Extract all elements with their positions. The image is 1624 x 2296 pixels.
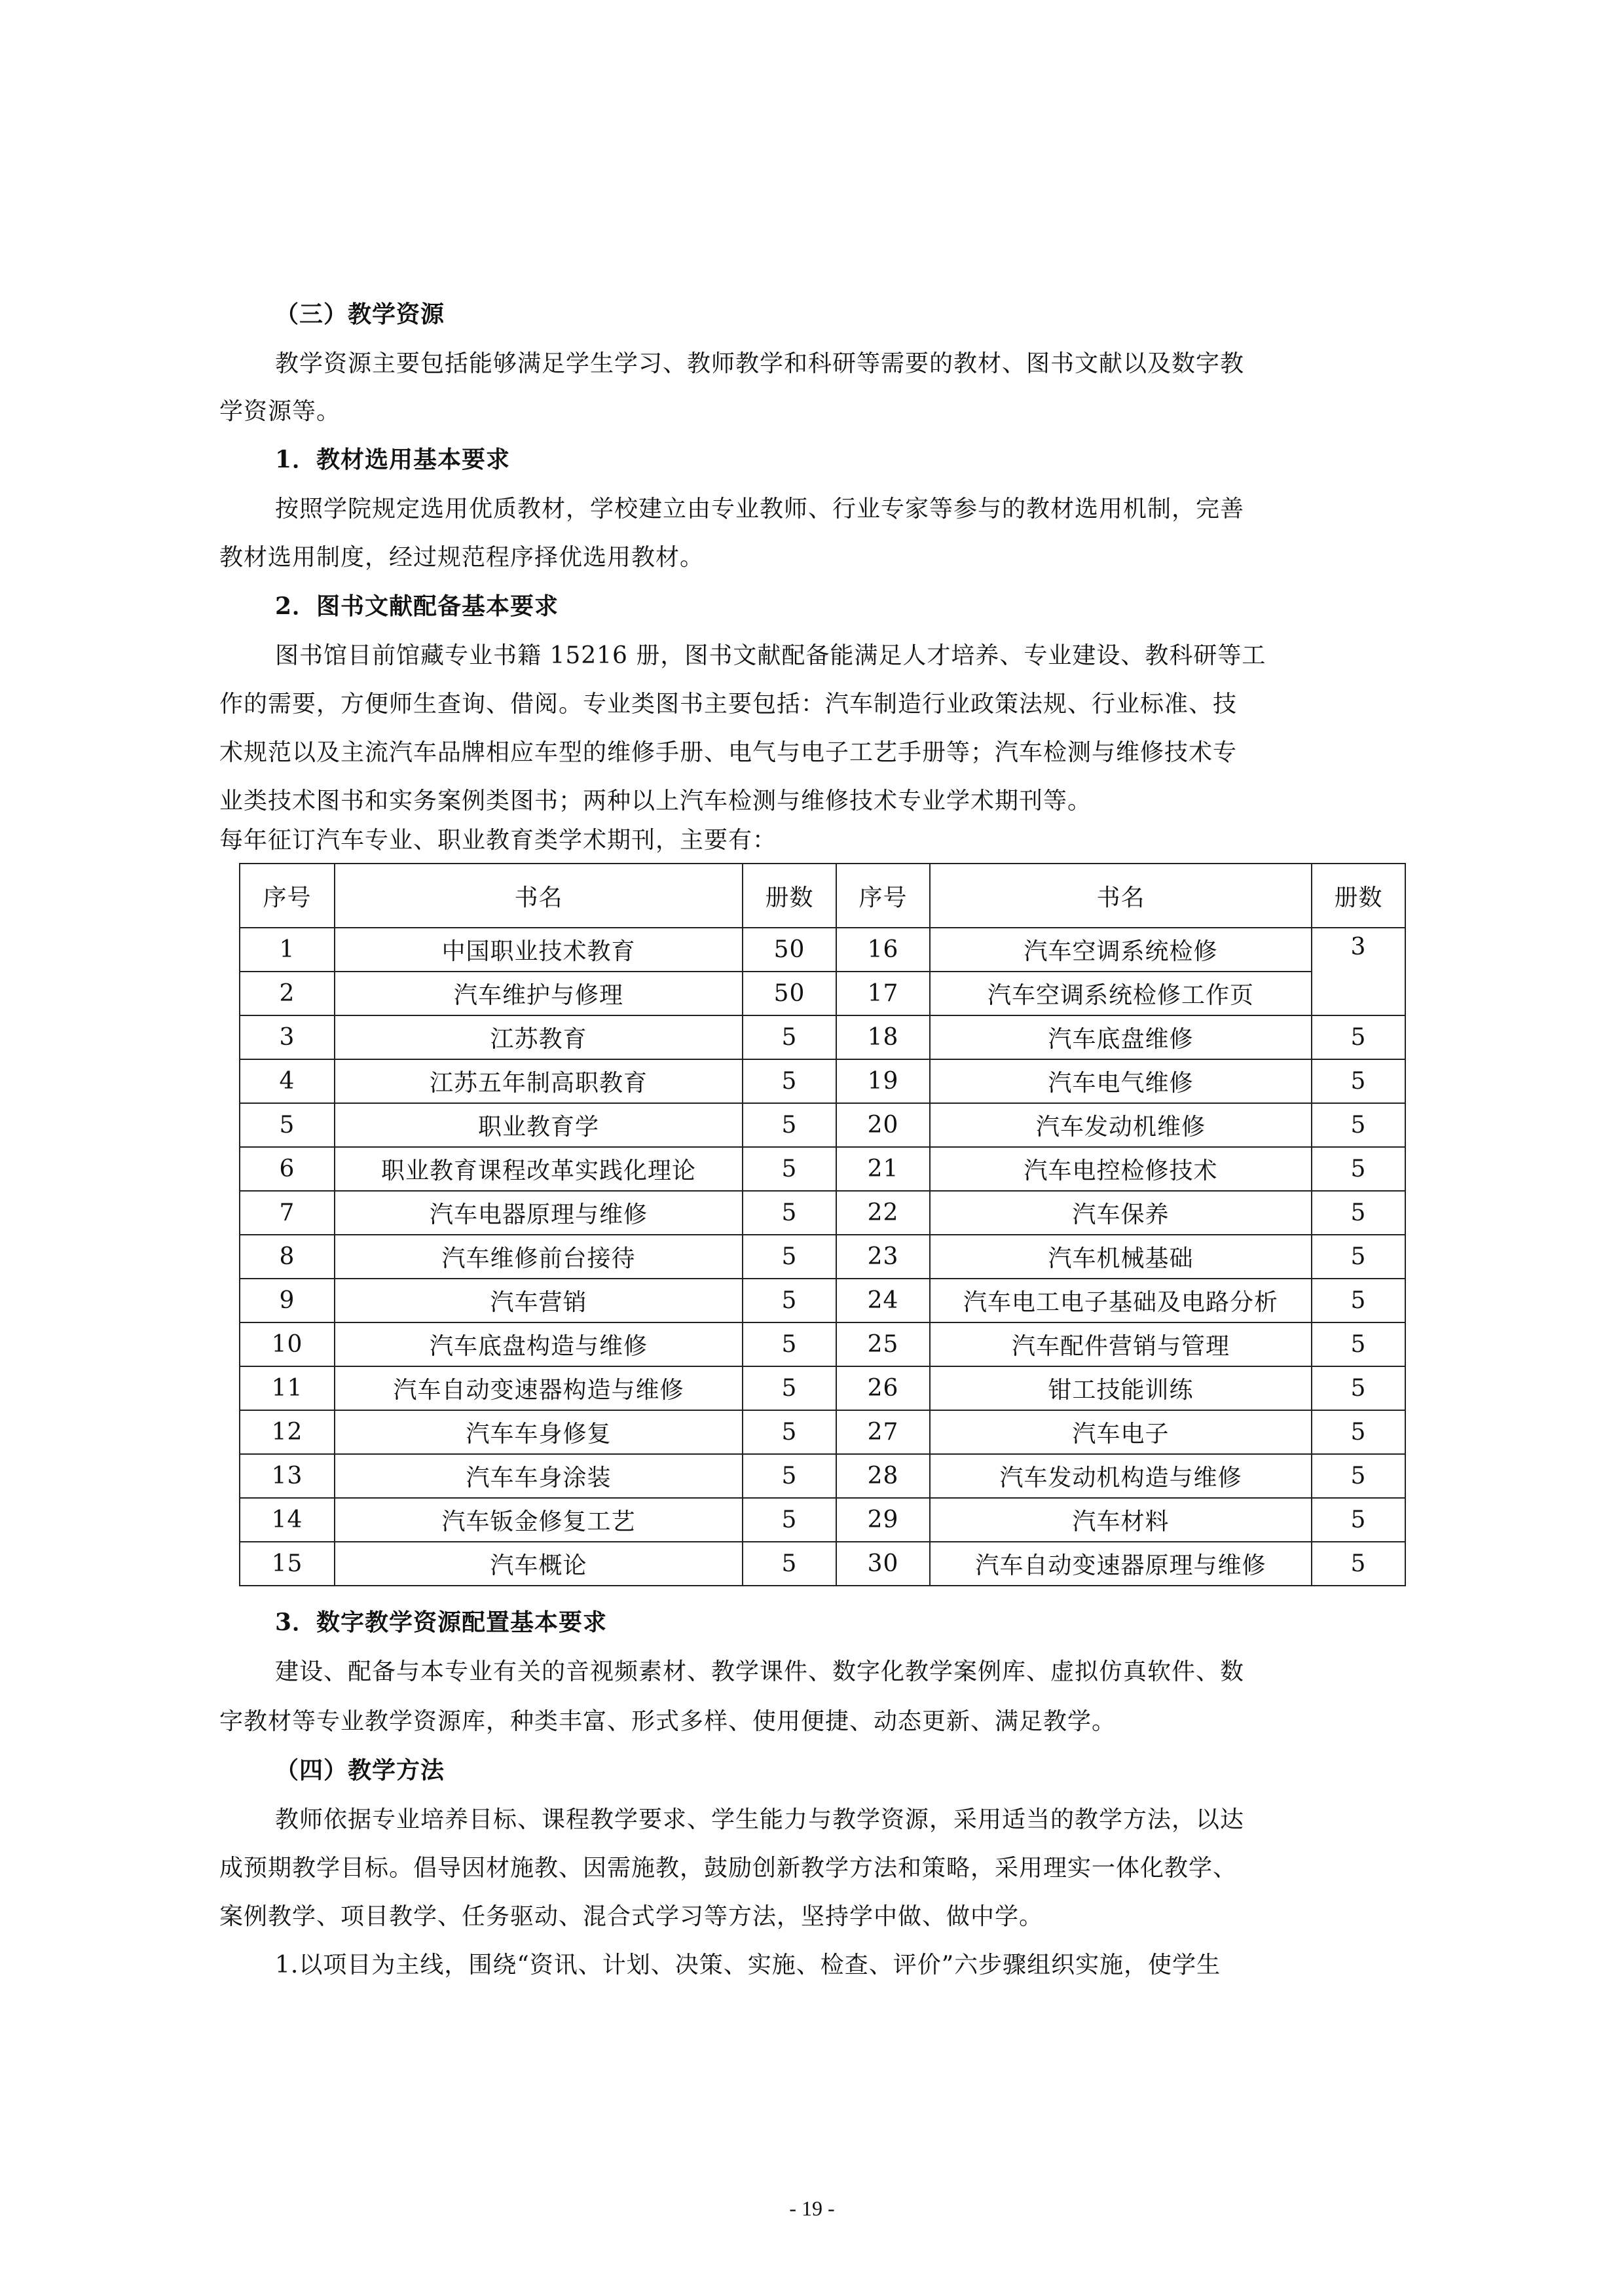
cell-copies: 5 (743, 1410, 836, 1454)
header-serial-no: 序号 (240, 864, 335, 928)
cell-serial-no: 25 (836, 1322, 930, 1366)
paragraph-line: 作的需要，方便师生查询、借阅。专业类图书主要包括：汽车制造行业政策法规、行业标准、技 (219, 691, 1238, 718)
table-row (240, 1498, 1405, 1542)
cell-copies: 5 (743, 1147, 836, 1191)
table-row (240, 1454, 1405, 1498)
cell-serial-no: 3 (240, 1015, 335, 1059)
cell-serial-no: 1 (240, 928, 335, 972)
cell-copies: 5 (743, 1366, 836, 1410)
cell-copies: 5 (743, 1322, 836, 1366)
cell-book-title: 汽车底盘构造与维修 (335, 1322, 743, 1366)
cell-copies: 5 (1312, 1191, 1405, 1235)
paragraph-line: 按照学院规定选用优质教材，学校建立由专业教师、行业专家等参与的教材选用机制，完善 (275, 496, 1245, 522)
table-row (240, 1191, 1405, 1235)
table-row (240, 1103, 1405, 1147)
cell-copies: 5 (1312, 1059, 1405, 1103)
paragraph-line: 教学资源主要包括能够满足学生学习、教师教学和科研等需要的教材、图书文献以及数字教 (275, 350, 1245, 377)
cell-book-title: 职业教育学 (335, 1103, 743, 1147)
cell-book-title: 钳工技能训练 (930, 1366, 1312, 1410)
cell-copies: 5 (1312, 1410, 1405, 1454)
cell-copies: 5 (1312, 1454, 1405, 1498)
table-row (240, 928, 1405, 972)
cell-serial-no: 23 (836, 1235, 930, 1279)
cell-copies: 5 (743, 1498, 836, 1542)
cell-serial-no: 2 (240, 972, 335, 1015)
cell-book-title: 汽车底盘维修 (930, 1015, 1312, 1059)
cell-book-title: 汽车自动变速器构造与维修 (335, 1366, 743, 1410)
cell-copies-merged: 3 (1312, 928, 1405, 1015)
cell-serial-no: 9 (240, 1279, 335, 1322)
cell-copies: 5 (743, 1542, 836, 1586)
cell-serial-no: 6 (240, 1147, 335, 1191)
table-row (240, 972, 1405, 1015)
section-heading-teaching-resources: （三）教学资源 (275, 301, 445, 328)
subsection-heading-library-resources: 2．图书文献配备基本要求 (275, 592, 559, 620)
cell-book-title: 汽车空调系统检修 (930, 928, 1312, 972)
cell-serial-no: 28 (836, 1454, 930, 1498)
paragraph-line: 学资源等。 (219, 398, 341, 425)
cell-serial-no: 8 (240, 1235, 335, 1279)
paragraph-line: 业类技术图书和实务案例类图书；两种以上汽车检测与维修技术专业学术期刊等。 (219, 788, 1092, 814)
cell-copies: 5 (743, 1103, 836, 1147)
cell-serial-no: 21 (836, 1147, 930, 1191)
paragraph-line: 成预期教学目标。倡导因材施教、因需施教，鼓励创新教学方法和策略，采用理实一体化教学、 (219, 1855, 1238, 1882)
cell-copies: 5 (1312, 1015, 1405, 1059)
page-number: - 19 - (789, 2196, 835, 2220)
table-row (240, 1147, 1405, 1191)
cell-copies: 5 (743, 1015, 836, 1059)
cell-book-title: 汽车维修前台接待 (335, 1235, 743, 1279)
paragraph-line: 1.以项目为主线，围绕“资讯、计划、决策、实施、检查、评价”六步骤组织实施，使学生 (275, 1952, 1221, 1978)
paragraph-line: 案例教学、项目教学、任务驱动、混合式学习等方法，坚持学中做、做中学。 (219, 1903, 1044, 1930)
cell-copies: 5 (1312, 1322, 1405, 1366)
table-header-row (240, 864, 1405, 928)
cell-book-title: 职业教育课程改革实践化理论 (335, 1147, 743, 1191)
cell-copies: 5 (743, 1279, 836, 1322)
cell-serial-no: 16 (836, 928, 930, 972)
cell-book-title: 汽车发动机维修 (930, 1103, 1312, 1147)
cell-serial-no: 19 (836, 1059, 930, 1103)
table-row (240, 1059, 1405, 1103)
section-heading-teaching-methods: （四）教学方法 (275, 1757, 445, 1784)
cell-copies: 5 (1312, 1279, 1405, 1322)
cell-book-title: 汽车自动变速器原理与维修 (930, 1542, 1312, 1586)
paragraph-line: 字教材等专业教学资源库，种类丰富、形式多样、使用便捷、动态更新、满足教学。 (219, 1708, 1116, 1735)
cell-copies: 5 (743, 1191, 836, 1235)
cell-book-title: 江苏五年制高职教育 (335, 1059, 743, 1103)
header-copies: 册数 (743, 864, 836, 928)
table-row (240, 1279, 1405, 1322)
cell-serial-no: 10 (240, 1322, 335, 1366)
cell-copies: 5 (743, 1235, 836, 1279)
header-book-title: 书名 (335, 864, 743, 928)
cell-serial-no: 17 (836, 972, 930, 1015)
cell-serial-no: 18 (836, 1015, 930, 1059)
cell-book-title: 汽车营销 (335, 1279, 743, 1322)
cell-book-title: 汽车电子 (930, 1410, 1312, 1454)
cell-book-title: 中国职业技术教育 (335, 928, 743, 972)
cell-book-title: 汽车材料 (930, 1498, 1312, 1542)
cell-copies: 5 (1312, 1103, 1405, 1147)
paragraph-line: 图书馆目前馆藏专业书籍 15216 册，图书文献配备能满足人才培养、专业建设、教科研等工 (275, 642, 1266, 669)
cell-serial-no: 13 (240, 1454, 335, 1498)
cell-copies: 5 (1312, 1366, 1405, 1410)
cell-serial-no: 4 (240, 1059, 335, 1103)
cell-book-title: 汽车车身涂装 (335, 1454, 743, 1498)
cell-serial-no: 7 (240, 1191, 335, 1235)
cell-book-title: 汽车概论 (335, 1542, 743, 1586)
table-row (240, 1366, 1405, 1410)
subsection-heading-textbook-selection: 1．教材选用基本要求 (275, 446, 511, 473)
header-serial-no: 序号 (836, 864, 930, 928)
cell-book-title: 汽车电工电子基础及电路分析 (930, 1279, 1312, 1322)
cell-copies: 5 (1312, 1498, 1405, 1542)
header-copies: 册数 (1312, 864, 1405, 928)
cell-serial-no: 27 (836, 1410, 930, 1454)
journal-subscription-table (239, 863, 1406, 1586)
cell-book-title: 汽车机械基础 (930, 1235, 1312, 1279)
cell-serial-no: 11 (240, 1366, 335, 1410)
cell-book-title: 汽车电器原理与维修 (335, 1191, 743, 1235)
cell-serial-no: 12 (240, 1410, 335, 1454)
table-row (240, 1235, 1405, 1279)
cell-book-title: 汽车发动机构造与维修 (930, 1454, 1312, 1498)
paragraph-line: 术规范以及主流汽车品牌相应车型的维修手册、电气与电子工艺手册等；汽车检测与维修技术专 (219, 739, 1238, 766)
paragraph-line: 教材选用制度，经过规范程序择优选用教材。 (219, 544, 705, 571)
cell-copies: 5 (1312, 1235, 1405, 1279)
cell-book-title: 汽车电控检修技术 (930, 1147, 1312, 1191)
cell-book-title: 汽车配件营销与管理 (930, 1322, 1312, 1366)
cell-copies: 50 (743, 972, 836, 1015)
cell-serial-no: 20 (836, 1103, 930, 1147)
cell-serial-no: 26 (836, 1366, 930, 1410)
table-row (240, 1015, 1405, 1059)
cell-serial-no: 22 (836, 1191, 930, 1235)
cell-copies: 5 (743, 1454, 836, 1498)
cell-serial-no: 30 (836, 1542, 930, 1586)
subsection-heading-digital-resources: 3．数字教学资源配置基本要求 (275, 1609, 608, 1636)
header-book-title: 书名 (930, 864, 1312, 928)
table-row (240, 1322, 1405, 1366)
cell-book-title: 汽车钣金修复工艺 (335, 1498, 743, 1542)
table-lead-text: 每年征订汽车专业、职业教育类学术期刊，主要有： (219, 827, 777, 854)
cell-book-title: 汽车空调系统检修工作页 (930, 972, 1312, 1015)
cell-serial-no: 14 (240, 1498, 335, 1542)
paragraph-line: 教师依据专业培养目标、课程教学要求、学生能力与教学资源，采用适当的教学方法，以达 (275, 1806, 1245, 1833)
table-row (240, 1410, 1405, 1454)
cell-serial-no: 15 (240, 1542, 335, 1586)
cell-book-title: 汽车维护与修理 (335, 972, 743, 1015)
paragraph-line: 建设、配备与本专业有关的音视频素材、教学课件、数字化教学案例库、虚拟仿真软件、数 (275, 1658, 1245, 1685)
table-row (240, 1542, 1405, 1586)
cell-book-title: 江苏教育 (335, 1015, 743, 1059)
cell-serial-no: 29 (836, 1498, 930, 1542)
cell-book-title: 汽车车身修复 (335, 1410, 743, 1454)
cell-copies: 5 (1312, 1147, 1405, 1191)
cell-book-title: 汽车保养 (930, 1191, 1312, 1235)
cell-copies: 5 (1312, 1542, 1405, 1586)
cell-copies: 5 (743, 1059, 836, 1103)
cell-copies: 50 (743, 928, 836, 972)
cell-serial-no: 24 (836, 1279, 930, 1322)
cell-book-title: 汽车电气维修 (930, 1059, 1312, 1103)
cell-serial-no: 5 (240, 1103, 335, 1147)
